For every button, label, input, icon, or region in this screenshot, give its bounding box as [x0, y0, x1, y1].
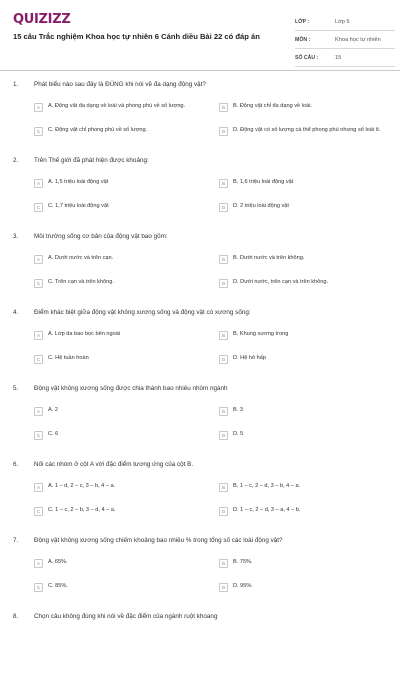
option-text: D. Hệ hô hấp: [233, 355, 266, 362]
answer-option[interactable]: [34, 251, 205, 267]
answer-option[interactable]: [34, 351, 205, 367]
question-number: 3.: [13, 233, 19, 240]
option-letter-box: A: [34, 255, 43, 264]
question-number: 4.: [13, 309, 19, 316]
option-text: D. 1 – c, 2 – d, 3 – a, 4 – b.: [233, 507, 301, 514]
meta-value: Khoa học tự nhiên: [335, 36, 381, 43]
option-text: B. Khung xương trong: [233, 331, 289, 338]
option-letter-box: C: [34, 355, 43, 364]
meta-row-question-count: [295, 49, 395, 67]
answer-option[interactable]: [34, 123, 205, 139]
answer-option[interactable]: [219, 427, 390, 443]
option-text: B. Động vật chỉ đa dạng về loài.: [233, 103, 312, 110]
option-text: A. Lớp da bao bọc bên ngoài: [48, 331, 121, 338]
option-text: A. 65%.: [48, 559, 68, 566]
header-divider: [0, 70, 400, 71]
option-text: C. 85%.: [48, 583, 68, 590]
question-text: Môi trường sống cơ bản của động vật bao gồm:: [34, 233, 168, 240]
answer-option[interactable]: [219, 479, 390, 495]
option-text: A. Động vật đa dạng về loài và phong phú về số lượng.: [48, 103, 186, 110]
answer-option[interactable]: [34, 579, 205, 595]
option-text: A. 1,5 triệu loài động vật: [48, 179, 109, 186]
quizizz-logo: QUIZIZZ: [13, 12, 71, 27]
question-block: [0, 459, 400, 535]
answer-option[interactable]: [34, 199, 205, 215]
question-list: [0, 79, 400, 687]
option-text: B. 1 – c, 2 – d, 3 – b, 4 – a.: [233, 483, 301, 490]
question-number: 2.: [13, 157, 19, 164]
option-text: A. 2: [48, 407, 58, 414]
option-letter-box: B: [219, 103, 228, 112]
answer-option[interactable]: [219, 123, 390, 139]
option-letter-box: A: [34, 179, 43, 188]
option-letter-box: D: [219, 127, 228, 136]
answer-option[interactable]: [219, 99, 390, 115]
option-letter-box: A: [34, 331, 43, 340]
answer-option[interactable]: [34, 327, 205, 343]
option-letter-box: C: [34, 431, 43, 440]
option-text: B. Dưới nước và trên không.: [233, 255, 305, 262]
answer-option[interactable]: [219, 199, 390, 215]
answer-option[interactable]: [34, 427, 205, 443]
answer-options: [34, 327, 390, 367]
option-text: C. Động vật chỉ phong phú về số lượng.: [48, 127, 148, 134]
question-text: Phát biểu nào sau đây là ĐÚNG khi nói về đa dạng động vật?: [34, 81, 206, 88]
question-block: [0, 79, 400, 155]
question-block: [0, 231, 400, 307]
meta-row-class: [295, 13, 395, 31]
option-letter-box: D: [219, 507, 228, 516]
answer-option[interactable]: [219, 351, 390, 367]
option-letter-box: D: [219, 583, 228, 592]
answer-option[interactable]: [34, 555, 205, 571]
option-text: B. 1,6 triệu loài động vật: [233, 179, 294, 186]
option-text: C. Hệ tuần hoàn: [48, 355, 89, 362]
answer-options: [34, 479, 390, 519]
meta-row-subject: [295, 31, 395, 49]
document-header: [0, 0, 400, 70]
option-text: D. 95%.: [233, 583, 253, 590]
option-letter-box: D: [219, 279, 228, 288]
option-letter-box: B: [219, 407, 228, 416]
question-text: Động vật không xương sống được chia thành bao nhiêu nhóm ngành: [34, 385, 228, 392]
question-block: [0, 535, 400, 611]
answer-option[interactable]: [219, 275, 390, 291]
question-number: 1.: [13, 81, 19, 88]
option-text: C. 1,7 triệu loài động vật: [48, 203, 109, 210]
option-letter-box: B: [219, 255, 228, 264]
option-text: D. 2 triệu loài động vật: [233, 203, 289, 210]
option-letter-box: D: [219, 355, 228, 364]
answer-option[interactable]: [219, 403, 390, 419]
option-letter-box: C: [34, 507, 43, 516]
option-letter-box: B: [219, 483, 228, 492]
answer-options: [34, 175, 390, 215]
question-block: [0, 307, 400, 383]
answer-option[interactable]: [219, 503, 390, 519]
meta-value: 15: [335, 54, 342, 61]
answer-option[interactable]: [219, 175, 390, 191]
option-text: C. 6: [48, 431, 59, 438]
option-text: A. 1 – d, 2 – c, 3 – b, 4 – a.: [48, 483, 116, 490]
question-block: [0, 155, 400, 231]
option-text: D. Động vật có số lượng cá thể phong phú nhưng số loài ít.: [233, 127, 381, 134]
question-number: 6.: [13, 461, 19, 468]
question-text: Điểm khác biệt giữa động vật không xương sống và động vật có xương sống:: [34, 309, 251, 316]
option-letter-box: A: [34, 483, 43, 492]
meta-key: MÔN :: [295, 36, 311, 43]
question-number: 7.: [13, 537, 19, 544]
option-text: B. 3: [233, 407, 243, 414]
answer-option[interactable]: [34, 99, 205, 115]
option-text: D. Dưới nước, trên cạn và trên không.: [233, 279, 329, 286]
question-block: [0, 383, 400, 459]
answer-option[interactable]: [34, 403, 205, 419]
document-title: 15 câu Trắc nghiệm Khoa học tự nhiên 6 Cánh diều Bài 22 có đáp án: [13, 32, 260, 41]
option-letter-box: B: [219, 179, 228, 188]
question-number: 5.: [13, 385, 19, 392]
meta-key: SỐ CÂU :: [295, 54, 319, 61]
option-letter-box: C: [34, 279, 43, 288]
answer-options: [34, 555, 390, 595]
answer-option[interactable]: [34, 275, 205, 291]
answer-options: [34, 403, 390, 443]
option-letter-box: C: [34, 583, 43, 592]
option-letter-box: B: [219, 331, 228, 340]
answer-option[interactable]: [34, 175, 205, 191]
question-text: Động vật không xương sống chiếm khoảng bao nhiêu % trong tổng số các loài động vật?: [34, 537, 283, 544]
answer-option[interactable]: [219, 555, 390, 571]
answer-option[interactable]: [219, 327, 390, 343]
question-text: Nối các nhóm ở cột A với đặc điểm tương ứng của cột B.: [34, 461, 194, 468]
option-text: C. Trên cạn và trên không.: [48, 279, 114, 286]
meta-value: Lớp 6: [335, 18, 350, 25]
option-letter-box: A: [34, 103, 43, 112]
option-text: B. 75%.: [233, 559, 253, 566]
question-block: [0, 611, 400, 687]
answer-option[interactable]: [219, 251, 390, 267]
answer-options: [34, 99, 390, 139]
option-letter-box: A: [34, 559, 43, 568]
question-text: Trên Thế giới đã phát hiện được khoảng:: [34, 157, 149, 164]
option-letter-box: D: [219, 431, 228, 440]
meta-table: [295, 13, 395, 67]
option-letter-box: C: [34, 203, 43, 212]
answer-option[interactable]: [34, 479, 205, 495]
answer-option[interactable]: [34, 503, 205, 519]
answer-option[interactable]: [219, 579, 390, 595]
option-text: C. 1 – c, 2 – b, 3 – d, 4 – a.: [48, 507, 116, 514]
option-letter-box: D: [219, 203, 228, 212]
question-text: Chọn câu không đúng khi nói về đặc điểm của ngành ruột khoang: [34, 613, 218, 620]
meta-key: LỚP :: [295, 18, 310, 25]
option-text: A. Dưới nước và trên cạn.: [48, 255, 114, 262]
option-letter-box: B: [219, 559, 228, 568]
option-text: D. 5: [233, 431, 244, 438]
answer-options: [34, 251, 390, 291]
option-letter-box: C: [34, 127, 43, 136]
question-number: 8.: [13, 613, 19, 620]
option-letter-box: A: [34, 407, 43, 416]
